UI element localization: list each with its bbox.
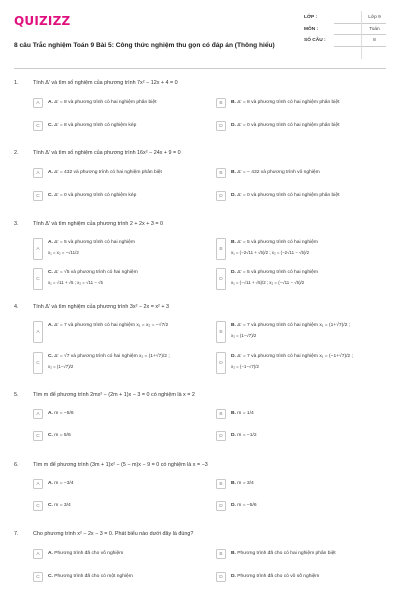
option-label: A. Δ' = 432 và phương trình có hai nghiệm phân biệt [48,170,162,176]
question-text: Tìm m để phương trình (3m + 1)x² − (5 − m)x − 9 = 0 có nghiệm là x = −3 [33,462,208,468]
meta-subject-value: Toán [369,26,380,32]
meta-info [304,13,386,48]
question-text: Cho phương trình x² − 2x − 3 = 0. Phát biểu nào dưới đây là đúng? [33,531,194,537]
question-number: 1. [14,80,19,86]
question-text: Tính Δ' và tìm nghiệm của phương trình 3x² − 2x = x² + 3 [33,304,169,310]
option-letter-box: C [33,431,43,441]
question-7 [14,531,386,589]
question-4 [14,304,386,378]
option-label: B. Δ' = − 432 và phương trình vô nghiệm [231,170,320,176]
option-letter-box: B [216,98,226,108]
option-letter-box: A [33,98,43,108]
option-label: A. m = −5/6 [48,411,74,417]
option-letter-box: B [216,168,226,178]
option-letter-box: B [216,479,226,489]
meta-subject-label: MÔN : [304,26,319,32]
option-label: B. Phương trình đã cho có hai nghiệm phân biệt [231,551,336,557]
quizizz-logo: QUIZIZZ [14,14,71,28]
option-label: A. Δ' = 8 và phương trình có hai nghiệm phân biệt [48,100,157,106]
question-number: 5. [14,392,19,398]
option-formula: x₁ = x₂ = −√11/2 [48,250,79,255]
option-letter-box: A [33,549,43,559]
meta-subject-row [304,25,386,37]
option-letter-box: B [216,409,226,419]
meta-divider [334,23,386,24]
question-text: Tính Δ' và tìm số nghiệm của phương trình 16x² − 24x + 9 = 0 [33,150,181,156]
option-letter-box: C [33,121,43,131]
question-number: 2. [14,150,19,156]
option-label: B. Δ' = 5 và phương trình có hai nghiệm [231,240,318,246]
option-letter-box: D [216,121,226,131]
meta-count-value: 8 [373,38,376,43]
option-label: C. m = 3/4 [48,503,71,509]
option-label: B. Δ' = 7 và phương trình có hai nghiệm x₁ = (1+√7)/2 ; [231,323,351,329]
option-label: C. Phương trình đã cho có một nghiệm [48,574,133,580]
question-6 [14,462,386,518]
option-letter-box: B [216,549,226,559]
option-letter-box: C [33,191,43,201]
option-label: A. m = −3/4 [48,481,74,487]
option-label: C. Δ' = √5 và phương trình có hai nghiệm [48,270,138,276]
meta-count-label: SỐ CÂU : [304,38,326,43]
meta-vertical-divider [361,11,362,59]
question-5 [14,392,386,448]
option-letter-box: D [216,572,226,582]
option-label: D. Δ' = 0 và phương trình có hai nghiệm phân biệt [231,193,340,199]
option-letter-box: D [216,191,226,201]
option-letter-box: A [33,238,43,260]
option-formula: x₂ = (−1−√7)/2 [231,364,259,369]
question-number: 4. [14,304,19,310]
option-letter-box: C [33,352,43,374]
option-label: C. Δ' = √7 và phương trình có hai nghiệm x₁ = (1+√7)/2 ; [48,354,170,360]
page-title: 8 câu Trắc nghiệm Toán 9 Bài 5: Công thức nghiệm thu gọn có đáp án (Thông hiểu) [14,42,275,49]
option-letter-box: D [216,501,226,511]
meta-class-label: LỚP : [304,15,318,20]
option-letter-box: A [33,479,43,489]
option-letter-box: C [33,572,43,582]
option-formula: x₁ = √11 + √5 ; x₂ = √11 − √5 [48,280,103,285]
option-label: A. Δ' = 7 và phương trình có hai nghiệm x₁ = x₂ = −√7/2 [48,323,169,329]
option-label: D. Phương trình đã cho có vô số nghiệm [231,574,320,580]
meta-class-value: Lớp 9 [368,15,381,20]
option-letter-box: D [216,352,226,374]
option-label: D. m = −5/6 [231,503,257,509]
option-formula: x₂ = (1−√7)/2 [231,333,257,338]
option-label: D. Δ' = 7 và phương trình có hai nghiệm x₁ = (−1+√7)/2 ; [231,354,353,360]
question-1 [14,80,386,136]
option-letter-box: D [216,268,226,290]
option-label: A. Δ' = 5 và phương trình có hai nghiệm [48,240,135,246]
meta-count-row [304,36,386,48]
option-label: C. m = 5/6 [48,433,71,439]
option-letter-box: A [33,409,43,419]
question-2 [14,150,386,206]
option-letter-box: A [33,168,43,178]
option-label: B. m = 1/4 [231,411,254,417]
option-letter-box: D [216,431,226,441]
option-label: D. Δ' = 5 và phương trình có hai nghiệm [231,270,318,276]
option-label: C. Δ' = 0 và phương trình có nghiệm kép [48,193,137,199]
option-formula: x₁ = (−√11 + √5)/2 ; x₂ = (−√11 − √5)/2 [231,280,305,285]
option-formula: x₁ = (−2√11 + √5)/2 ; x₂ = (−2√11 − √5)/2 [231,250,310,255]
option-formula: x₂ = (1−√7)/2 [48,364,74,369]
question-number: 6. [14,462,19,468]
option-letter-box: B [216,321,226,343]
option-letter-box: A [33,321,43,343]
option-label: A. Phương trình đã cho vô nghiệm [48,551,124,557]
question-number: 7. [14,531,19,537]
meta-divider [334,34,386,35]
option-letter-box: C [33,268,43,290]
meta-class-row [304,13,386,25]
option-label: D. Δ' = 0 và phương trình có hai nghiệm phân biệt [231,123,340,129]
question-text: Tìm m để phương trình 2mx² − (2m + 1)x − 3 = 0 có nghiệm là x = 2 [33,392,195,398]
question-text: Tính Δ' và tìm nghiệm của phương trình 2 + 2x + 3 = 0 [33,221,163,227]
question-number: 3. [14,221,19,227]
option-letter-box: B [216,238,226,260]
meta-divider [334,46,386,47]
option-label: B. Δ' = 8 và phương trình có hai nghiệm phân biệt [231,100,340,106]
question-text: Tính Δ' và tìm số nghiệm của phương trình 7x² − 12x + 4 = 0 [33,80,178,86]
option-label: C. Δ' = 8 và phương trình có nghiệm kép [48,123,137,129]
header-divider [14,68,386,69]
question-3 [14,221,386,295]
option-letter-box: C [33,501,43,511]
option-label: D. m = −1/2 [231,433,257,439]
option-label: B. m = 3/4 [231,481,254,487]
